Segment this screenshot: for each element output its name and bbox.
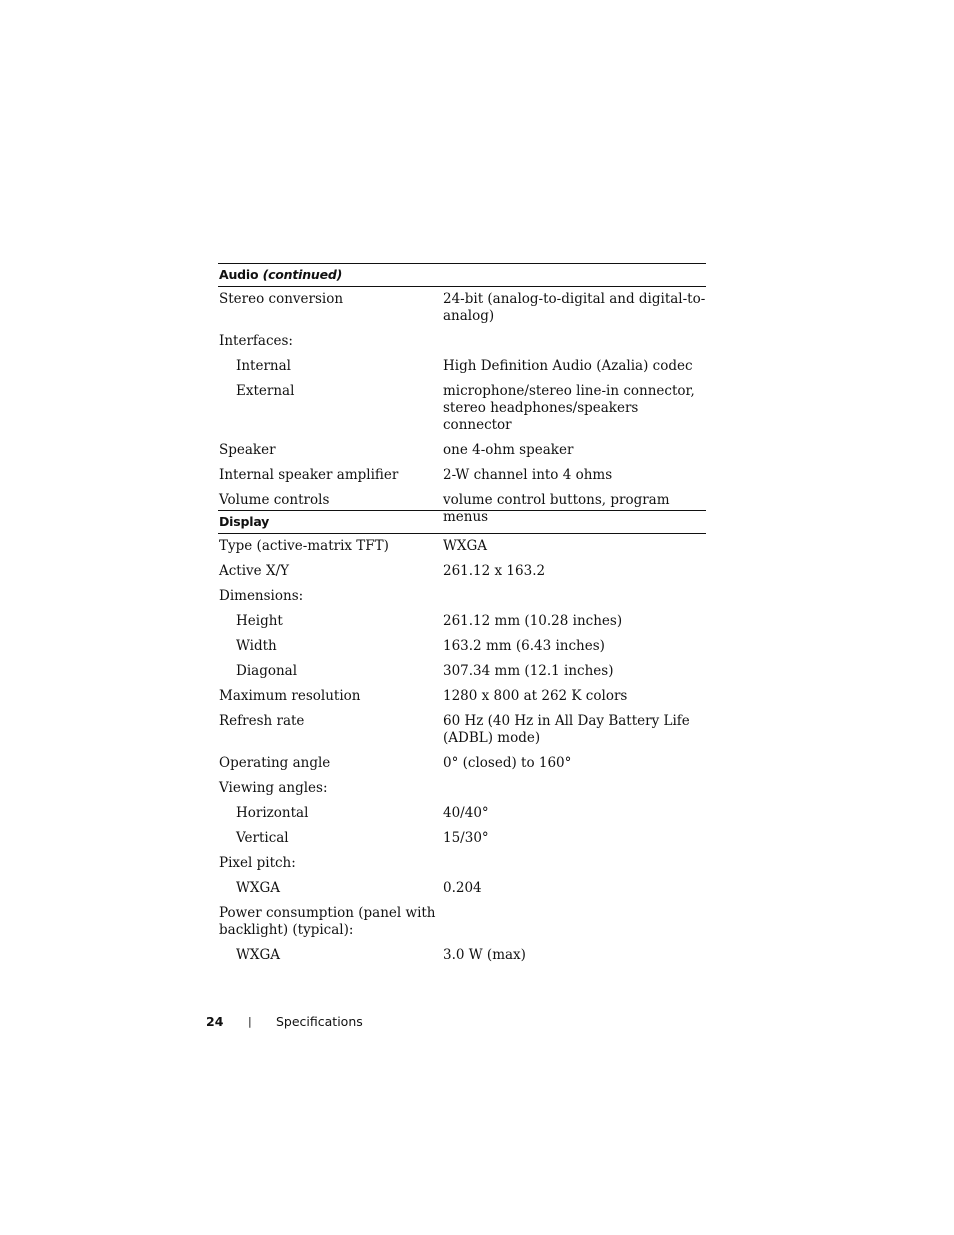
spec-value: 163.2 mm (6.43 inches) <box>443 638 605 654</box>
spec-row <box>218 289 706 331</box>
spec-value: 15/30° <box>443 830 489 846</box>
spec-label: Height <box>236 613 283 629</box>
spec-row <box>218 661 706 686</box>
spec-label: Refresh rate <box>219 713 305 729</box>
spec-label: Interfaces: <box>219 333 293 349</box>
spec-row <box>218 586 706 611</box>
spec-label: Power consumption (panel with backlight) (typical): <box>219 905 436 938</box>
spec-row <box>218 465 706 490</box>
spec-value <box>443 333 706 350</box>
spec-label: Maximum resolution <box>219 688 361 704</box>
spec-label: Internal speaker amplifier <box>219 467 399 483</box>
display-title: Display <box>219 514 270 529</box>
spec-label: Horizontal <box>236 805 309 821</box>
spec-row <box>218 440 706 465</box>
display-section <box>218 510 706 970</box>
spec-row <box>218 945 706 970</box>
display-rows <box>218 534 706 970</box>
spec-value: 0° (closed) to 160° <box>443 755 572 771</box>
audio-rows <box>218 287 706 532</box>
spec-label: Volume controls <box>219 492 330 508</box>
spec-label: Stereo conversion <box>219 291 344 307</box>
spec-label: Viewing angles: <box>219 780 328 796</box>
spec-value <box>443 780 706 797</box>
spec-row <box>218 356 706 381</box>
spec-label: Pixel pitch: <box>219 855 296 871</box>
audio-section-header <box>218 263 706 287</box>
spec-row <box>218 381 706 440</box>
page-footer <box>206 1014 363 1029</box>
spec-value: volume control buttons, program menus <box>443 492 670 525</box>
spec-label: Vertical <box>236 830 289 846</box>
spec-value: 60 Hz (40 Hz in All Day Battery Life (ADBL) mode) <box>443 713 690 746</box>
spec-row <box>218 711 706 753</box>
spec-label: Type (active-matrix TFT) <box>219 538 389 554</box>
audio-section <box>218 263 706 532</box>
footer-section-name: Specifications <box>276 1014 363 1029</box>
spec-row <box>218 803 706 828</box>
spec-label: Internal <box>236 358 291 374</box>
spec-label: External <box>236 383 295 399</box>
spec-value: 307.34 mm (12.1 inches) <box>443 663 614 679</box>
spec-value: microphone/stereo line-in connector, stereo headphones/speakers connector <box>443 383 695 433</box>
spec-label: WXGA <box>236 880 281 896</box>
spec-value: 24-bit (analog-to-digital and digital-to-analog) <box>443 291 706 324</box>
display-section-header <box>218 510 706 534</box>
spec-row <box>218 828 706 853</box>
audio-title-suffix: (continued) <box>262 267 343 282</box>
spec-label: Diagonal <box>236 663 298 679</box>
spec-value: 40/40° <box>443 805 489 821</box>
spec-label: Operating angle <box>219 755 331 771</box>
spec-value: 3.0 W (max) <box>443 947 526 963</box>
spec-row <box>218 331 706 356</box>
spec-label: Dimensions: <box>219 588 304 604</box>
audio-title: Audio <box>219 267 259 282</box>
spec-row <box>218 753 706 778</box>
spec-row <box>218 778 706 803</box>
spec-row <box>218 878 706 903</box>
page-number: 24 <box>206 1014 224 1029</box>
spec-value: 2-W channel into 4 ohms <box>443 467 613 483</box>
spec-value: 261.12 mm (10.28 inches) <box>443 613 623 629</box>
spec-value: 0.204 <box>443 880 482 896</box>
spec-label: Active X/Y <box>219 563 290 579</box>
spec-label: Width <box>236 638 277 654</box>
spec-row <box>218 853 706 878</box>
spec-row <box>218 686 706 711</box>
spec-row <box>218 903 706 945</box>
spec-value <box>443 905 706 939</box>
spec-value <box>443 855 706 872</box>
spec-value <box>443 588 706 605</box>
spec-row <box>218 561 706 586</box>
spec-value: High Definition Audio (Azalia) codec <box>443 358 693 374</box>
spec-value: 1280 x 800 at 262 K colors <box>443 688 628 704</box>
spec-value: WXGA <box>443 538 488 554</box>
footer-separator: | <box>248 1015 252 1028</box>
spec-value: one 4-ohm speaker <box>443 442 574 458</box>
spec-label: WXGA <box>236 947 281 963</box>
spec-row <box>218 611 706 636</box>
spec-value: 261.12 x 163.2 <box>443 563 546 579</box>
spec-row <box>218 636 706 661</box>
spec-label: Speaker <box>219 442 276 458</box>
spec-row <box>218 536 706 561</box>
